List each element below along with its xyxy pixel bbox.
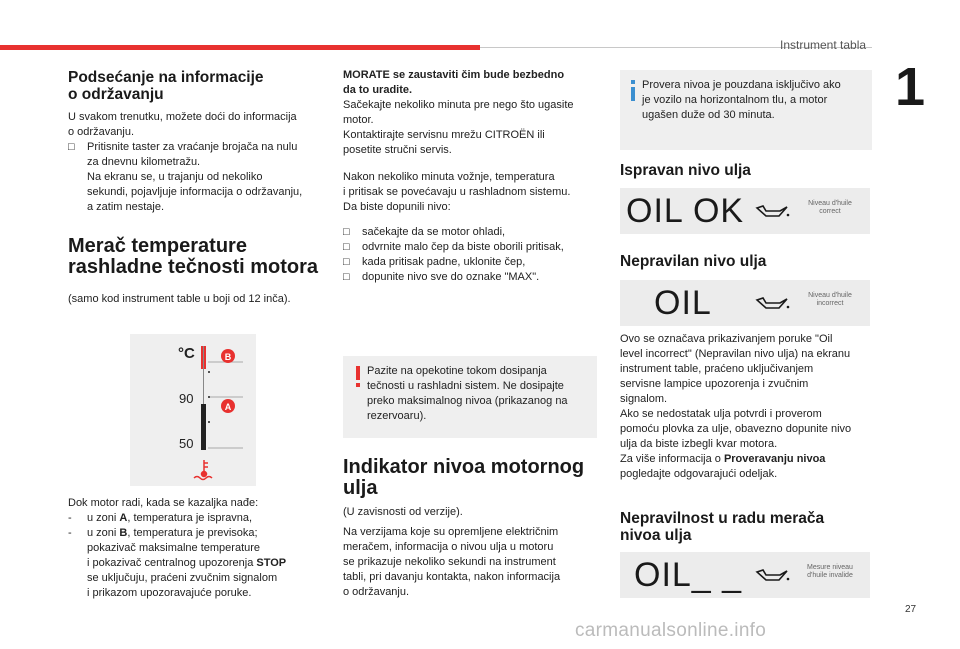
- text-line: signalom.: [620, 393, 668, 405]
- maintenance-text: [68, 110, 326, 215]
- text-line: se uključuju, praćeni zvučnim signalom: [87, 572, 278, 584]
- heading-line: rashladne tečnosti motora: [68, 256, 319, 278]
- oil-incorrect-text: OIL: [654, 284, 712, 322]
- oil-ok-message: [796, 200, 864, 216]
- text-span: odvrnite malo čep da biste oborili pritisak,: [362, 241, 564, 253]
- heading-line: nivoa ulja: [620, 527, 692, 544]
- cross-reference-bold: Proveravanju nivoa: [723, 453, 826, 465]
- text-line: Da biste dopunili nivo:: [343, 201, 451, 213]
- checkbox-bullet-icon: □: [343, 226, 350, 238]
- oil-can-icon: [754, 202, 790, 220]
- label-b: B: [224, 352, 232, 362]
- dash-item: [68, 511, 330, 526]
- info-note-text: [642, 78, 868, 123]
- checkbox-bullet-icon: □: [343, 256, 350, 268]
- burn-warning-box: [343, 356, 597, 438]
- maintenance-section-heading: [68, 69, 318, 103]
- text-line: servisne lampice upozorenja i zvučnim: [620, 378, 809, 390]
- gauge-dot: [208, 371, 210, 373]
- bullet-item: [343, 225, 603, 240]
- text-line: level incorrect" (Nepravilan nivo ulja) na ekranu: [620, 348, 851, 360]
- oil-gauge-fault-heading: [620, 510, 870, 544]
- gauge-zone-a-bar: [201, 404, 206, 450]
- heading-line: o održavanju: [68, 86, 164, 103]
- oil-ok-heading: Ispravan nivo ulja: [620, 162, 751, 179]
- text-span: sačekajte da se motor ohladi,: [362, 226, 506, 238]
- page-number: 27: [905, 604, 917, 615]
- info-icon: [628, 80, 638, 102]
- gauge-tick-50: 50: [179, 436, 194, 451]
- text-line: pokazivač maksimalne temperature: [87, 542, 261, 554]
- text-line: Sačekajte nekoliko minuta pre nego što ugasite: [343, 99, 574, 111]
- label-a: A: [224, 402, 232, 412]
- oil-invalid-message: [796, 564, 864, 580]
- watermark: carmanualsonline.info: [575, 620, 767, 641]
- text-line: incorrect: [816, 300, 844, 307]
- text-span: , temperatura je previsoka;: [127, 527, 258, 539]
- coolant-gauge-text: [68, 496, 330, 601]
- text-line: Niveau d'huile: [808, 200, 852, 207]
- text-line: preko maksimalnog nivoa (prikazanog na: [367, 395, 568, 407]
- text-line: Mesure niveau: [807, 564, 853, 571]
- dash-marker: -: [68, 527, 72, 539]
- text-line: a zatim nestaje.: [87, 201, 165, 213]
- text-line: i pritisak se povećavaju u rashladnom sistemu.: [343, 186, 571, 198]
- coolant-note: (samo kod instrument table u boji od 12 inča).: [68, 293, 291, 305]
- text-line: motor.: [343, 114, 374, 126]
- oil-can-icon: [754, 294, 790, 312]
- oil-ok-text: OIL OK: [626, 192, 745, 230]
- text-line: rezervoaru).: [367, 410, 427, 422]
- text-line: Na ekranu se, u trajanju od nekoliko: [87, 171, 263, 183]
- burn-warning-text: [367, 364, 593, 424]
- text-line: o održavanju.: [343, 586, 410, 598]
- exclamation-icon: [353, 366, 363, 388]
- text-line: da to uradite.: [343, 84, 413, 96]
- text-line: Niveau d'huile: [808, 292, 852, 299]
- oil-indicator-heading: [343, 457, 603, 499]
- bullet-item: [343, 240, 603, 255]
- text-line: Kontaktirajte servisnu mrežu CITROËN ili: [343, 129, 545, 141]
- oil-incorrect-text-block: [620, 332, 880, 482]
- coolant-gauge-svg: [130, 334, 256, 486]
- zone-b-bold: B: [119, 527, 128, 539]
- text-line: meračem, informacija o nivou ulja u motoru: [343, 541, 554, 553]
- oil-incorrect-heading: Nepravilan nivo ulja: [620, 253, 767, 270]
- oil-incorrect-message: [796, 292, 864, 308]
- section-title: Instrument tabla: [780, 38, 867, 52]
- dash-item: [68, 526, 330, 601]
- oil-version-note: (U zavisnosti od verzije).: [343, 506, 463, 518]
- text-span: , temperatura je ispravna,: [127, 512, 253, 524]
- oil-indicator-text: [343, 525, 603, 600]
- gauge-dot: [208, 421, 210, 423]
- text-span: u zoni: [87, 527, 120, 539]
- text-line: Ako se nedostatak ulja potvrdi i proverom: [620, 408, 822, 420]
- gauge-tick-90: 90: [179, 391, 194, 406]
- checkbox-bullet-icon: □: [343, 271, 350, 283]
- refill-text: [343, 170, 603, 215]
- text-line: pogledajte odgovarajući odeljak.: [620, 468, 778, 480]
- coolant-section-heading: [68, 236, 328, 278]
- text-line: sekundi, pojavljuje informacija o održavanju,: [87, 186, 303, 198]
- text-line: ugašen duže od 30 minuta.: [642, 109, 775, 121]
- text-line: correct: [819, 208, 841, 215]
- refill-steps: [343, 225, 603, 285]
- text-line: Pritisnite taster za vraćanje brojača na nulu: [87, 141, 298, 153]
- text-line: Dok motor radi, kada se kazaljka nađe:: [68, 497, 259, 509]
- text-line: i prikazom upozoravajuće poruke.: [87, 587, 252, 599]
- zone-a-bold: A: [119, 512, 128, 524]
- text-line: za dnevnu kilometražu.: [87, 156, 201, 168]
- text-line: ulja da biste izbegli kvar motora.: [620, 438, 778, 450]
- bullet-item: [343, 270, 603, 285]
- text-span: kada pritisak padne, uklonite čep,: [362, 256, 526, 268]
- heading-line: Merač temperature: [68, 235, 247, 257]
- text-line: posetite stručni servis.: [343, 144, 452, 156]
- stop-bold: STOP: [256, 557, 287, 569]
- text-line: Ovo se označava prikazivanjem poruke "Oil: [620, 333, 833, 345]
- text-line: tabli, pri davanju kontakta, nakon informacija: [343, 571, 561, 583]
- dash-marker: -: [68, 512, 72, 524]
- oil-invalid-display: [620, 552, 870, 598]
- text-span: dopunite nivo sve do oznake "MAX".: [362, 271, 540, 283]
- text-line: o održavanju.: [68, 126, 135, 138]
- text-span: u zoni: [87, 512, 120, 524]
- header-red-bar: [0, 45, 480, 50]
- text-line: pomoću plovka za ulje, obavezno dopunite nivo: [620, 423, 852, 435]
- text-line: tečnosti u rashladni sistem. Ne dosipajte: [367, 380, 564, 392]
- coolant-gauge-illustration: [130, 334, 256, 486]
- gauge-dot: [208, 396, 210, 398]
- bullet-item: [343, 255, 603, 270]
- bullet-item: [68, 140, 326, 215]
- text-span: i pokazivač centralnog upozorenja: [87, 557, 257, 569]
- info-note-box: [620, 70, 872, 150]
- text-line: U svakom trenutku, možete doći do informacija: [68, 111, 297, 123]
- oil-ok-display: [620, 188, 870, 234]
- gauge-unit: °C: [178, 345, 195, 362]
- heading-line: Indikator nivoa motornog: [343, 456, 585, 478]
- text-line: je vozilo na horizontalnom tlu, a motor: [642, 94, 828, 106]
- oil-invalid-text: OIL_ _: [634, 556, 743, 594]
- oil-can-icon: [754, 566, 790, 584]
- text-line: MORATE se zaustaviti čim bude bezbedno: [343, 69, 565, 81]
- chapter-number: 1: [895, 57, 926, 117]
- text-line: d'huile invalide: [807, 572, 853, 579]
- checkbox-bullet-icon: □: [68, 141, 75, 153]
- heading-line: Podsećanje na informacije: [68, 69, 264, 86]
- heading-line: ulja: [343, 477, 378, 499]
- text-span: Za više informacija o: [620, 453, 724, 465]
- text-line: Provera nivoa je pouzdana isključivo ako: [642, 79, 841, 91]
- coolant-temperature-icon: [194, 460, 212, 480]
- text-line: Pazite na opekotine tokom dosipanja: [367, 365, 547, 377]
- heading-line: Nepravilnost u radu merača: [620, 510, 825, 527]
- stop-warning-text: [343, 68, 603, 158]
- text-line: instrument table, praćeno uključivanjem: [620, 363, 814, 375]
- checkbox-bullet-icon: □: [343, 241, 350, 253]
- text-line: se prikazuje nekoliko sekundi na instrument: [343, 556, 556, 568]
- text-line: Nakon nekoliko minuta vožnje, temperatura: [343, 171, 555, 183]
- text-line: Na verzijama koje su opremljene električnim: [343, 526, 559, 538]
- oil-incorrect-display: [620, 280, 870, 326]
